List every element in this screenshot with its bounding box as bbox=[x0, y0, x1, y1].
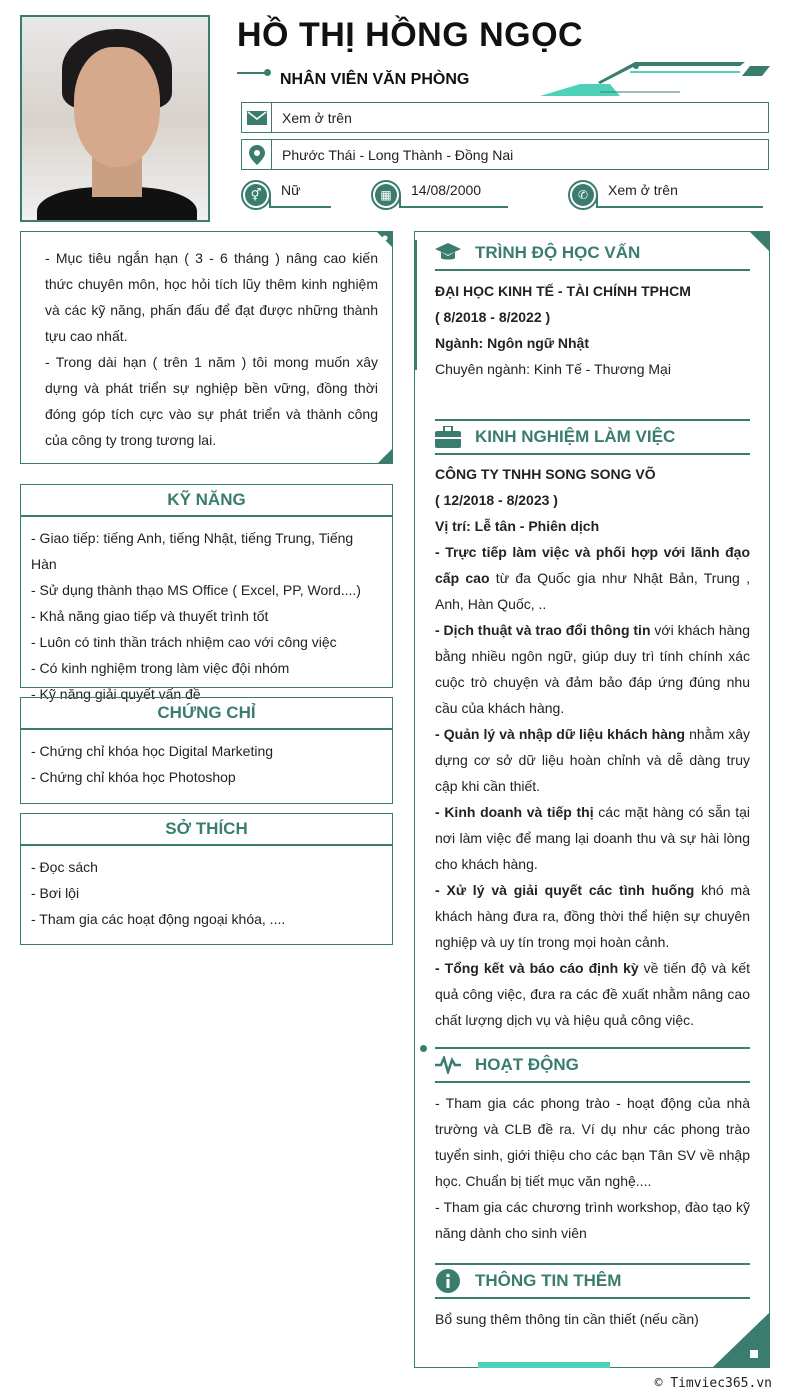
list-item: - Luôn có tinh thần trách nhiệm cao với công việc bbox=[31, 634, 337, 650]
list-item: - Chứng chỉ khóa học Photoshop bbox=[31, 769, 236, 785]
education-major: Ngành: Ngôn ngữ Nhật bbox=[435, 335, 589, 351]
additional-title: THÔNG TIN THÊM bbox=[475, 1271, 622, 1290]
hobbies-panel bbox=[20, 813, 393, 945]
graduation-cap-icon bbox=[435, 240, 461, 266]
experience-period: ( 12/2018 - 8/2023 ) bbox=[435, 492, 558, 508]
education-header bbox=[435, 237, 750, 271]
education-period: ( 8/2018 - 8/2022 ) bbox=[435, 309, 551, 325]
corner-decoration bbox=[750, 232, 770, 252]
experience-title: KINH NGHIỆM LÀM VIỆC bbox=[475, 427, 676, 446]
company-name: CÔNG TY TNHH SONG SONG VÕ bbox=[435, 466, 656, 482]
duty-item: - Quản lý và nhập dữ liệu khách hàng nhằm xây dựng cơ sở dữ liệu hoàn chỉnh và dễ dàng truy cập khi cần thiết. bbox=[435, 726, 750, 794]
skills-title: KỸ NĂNG bbox=[21, 485, 392, 517]
objective-short-term: - Mục tiêu ngắn hạn ( 3 - 6 tháng ) nâng cao kiến thức chuyên môn, học hỏi tích lũy thêm kinh nghiệm và các kỹ năng, phấn đấu để đạt được những thành tựu cao nhất. bbox=[45, 250, 378, 344]
certificates-panel bbox=[20, 697, 393, 804]
experience-position: Vị trí: Lễ tân - Phiên dịch bbox=[435, 518, 600, 534]
activity-item: - Tham gia các phong trào - hoạt động của nhà trường và CLB đề ra. Ví dụ như các phong trào tuyển sinh, giới thiệu cho các bạn Tân SV về nhập học. Chuẩn bị tiết mục văn nghệ.... bbox=[435, 1095, 750, 1189]
objective-long-term: - Trong dài hạn ( trên 1 năm ) tôi mong muốn xây dựng và phát triển sự nghiệp bền vững, đồng thời đóng góp tích cực vào sự phát triển và thành công của công ty trong tương lai. bbox=[45, 354, 378, 448]
experience-header bbox=[435, 419, 750, 455]
phone-icon: ✆ bbox=[568, 180, 598, 210]
activities-header bbox=[435, 1047, 750, 1083]
location-pin-icon bbox=[242, 140, 272, 169]
list-item: - Tham gia các hoạt động ngoại khóa, .... bbox=[31, 911, 286, 927]
header-decoration bbox=[540, 62, 770, 96]
address-field bbox=[241, 139, 769, 170]
school-name: ĐẠI HỌC KINH TẾ - TÀI CHÍNH TPHCM bbox=[435, 283, 691, 299]
info-icon bbox=[435, 1268, 461, 1294]
envelope-icon bbox=[242, 103, 272, 132]
activities-title: HOẠT ĐỘNG bbox=[475, 1055, 579, 1074]
duty-item: - Trực tiếp làm việc và phối hợp với lãnh đạo cấp cao từ đa Quốc gia như Nhật Bản, Trung , Anh, Hàn Quốc, .. bbox=[435, 544, 750, 612]
birthday-value: 14/08/2000 bbox=[401, 182, 508, 208]
experience-content bbox=[435, 461, 750, 1033]
email-field bbox=[241, 102, 769, 133]
additional-content: Bổ sung thêm thông tin cần thiết (nếu cần) bbox=[435, 1311, 699, 1327]
email-value: Xem ở trên bbox=[282, 109, 352, 126]
list-item: - Kỹ năng giải quyết vấn đề bbox=[31, 686, 201, 702]
calendar-icon: ▦ bbox=[371, 180, 401, 210]
list-item: - Khả năng giao tiếp và thuyết trình tốt bbox=[31, 608, 269, 624]
corner-decoration bbox=[378, 449, 392, 463]
certificates-title: CHỨNG CHỈ bbox=[21, 698, 392, 730]
profile-photo bbox=[20, 15, 210, 222]
list-item: - Bơi lội bbox=[31, 885, 80, 901]
list-item: - Sử dụng thành thạo MS Office ( Excel, PP, Word....) bbox=[31, 582, 361, 598]
activity-item: - Tham gia các chương trình workshop, đào tạo kỹ năng dành cho sinh viên bbox=[435, 1199, 750, 1241]
list-item: - Giao tiếp: tiếng Anh, tiếng Nhật, tiếng Trung, Tiếng Hàn bbox=[31, 530, 354, 572]
side-decoration bbox=[414, 240, 417, 370]
activities-content bbox=[435, 1090, 750, 1246]
duty-item: - Xử lý và giải quyết các tình huống khó mà khách hàng đưa ra, đồng thời thể hiện sự chuyên nghiệp và uy tín trong mọi hoàn cảnh. bbox=[435, 882, 750, 950]
job-title: NHÂN VIÊN VĂN PHÒNG bbox=[280, 71, 470, 88]
pulse-icon bbox=[435, 1052, 461, 1078]
career-objective bbox=[20, 231, 393, 464]
hobbies-title: SỞ THÍCH bbox=[21, 814, 392, 846]
address-value: Phước Thái - Long Thành - Đồng Nai bbox=[282, 146, 514, 163]
duty-item: - Dịch thuật và trao đổi thông tin với khách hàng bằng nhiều ngôn ngữ, giúp duy trì tính chính xác cuộc trò chuyện và đảm bảo đáp ứng đúng nhu cầu của khách hàng. bbox=[435, 622, 750, 716]
corner-decoration bbox=[377, 232, 392, 247]
gender-value: Nữ bbox=[271, 182, 331, 208]
additional-header bbox=[435, 1263, 750, 1299]
footer-credit: © Timviec365.vn bbox=[654, 1376, 772, 1391]
briefcase-icon bbox=[435, 424, 461, 450]
timeline-dot bbox=[420, 1045, 427, 1052]
candidate-name: HỒ THỊ HỒNG NGỌC bbox=[237, 16, 584, 54]
bottom-decoration bbox=[478, 1362, 610, 1368]
duty-item: - Tổng kết và báo cáo định kỳ về tiến độ và kết quả công việc, đưa ra các đề xuất nhằm nâng cao chất lượng dịch vụ và hiệu quả công việc. bbox=[435, 960, 750, 1028]
skills-panel bbox=[20, 484, 393, 702]
list-item: - Đọc sách bbox=[31, 859, 98, 875]
education-content bbox=[435, 278, 750, 382]
gender-icon: ⚥ bbox=[241, 180, 271, 210]
education-title: TRÌNH ĐỘ HỌC VẤN bbox=[475, 243, 641, 262]
phone-value: Xem ở trên bbox=[598, 182, 763, 208]
education-specialization: Chuyên ngành: Kinh Tế - Thương Mại bbox=[435, 361, 671, 377]
title-decoration bbox=[237, 72, 267, 74]
list-item: - Chứng chỉ khóa học Digital Marketing bbox=[31, 743, 274, 759]
list-item: - Có kinh nghiệm trong làm việc đội nhóm bbox=[31, 660, 290, 676]
duty-item: - Kinh doanh và tiếp thị các mặt hàng có sẵn tại nơi làm việc để mang lại doanh thu và sự hài lòng cho khách hàng. bbox=[435, 804, 750, 872]
